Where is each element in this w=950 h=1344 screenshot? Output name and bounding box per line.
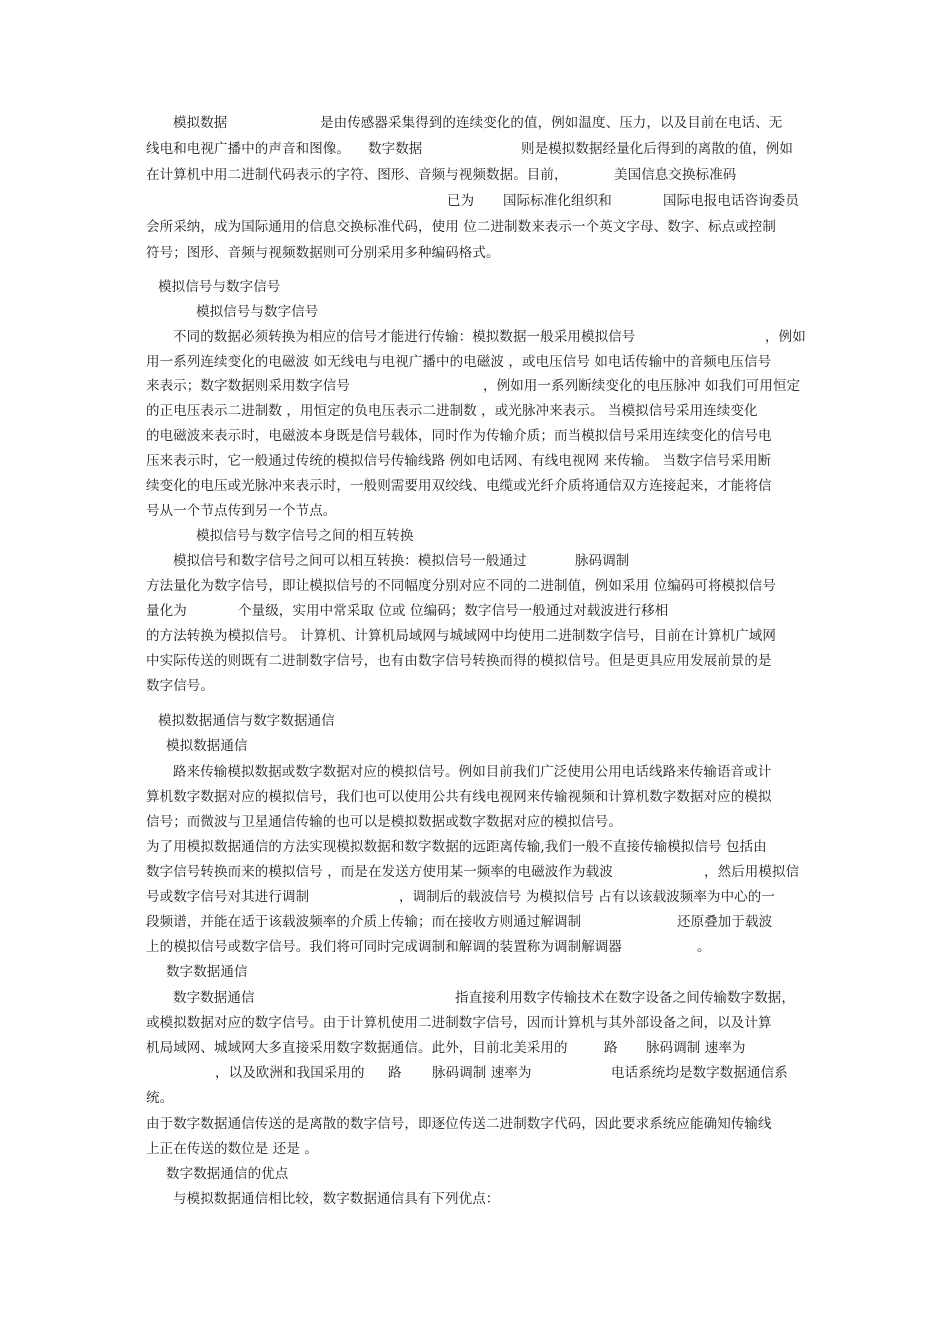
- text-segment: ，以及欧洲和我国采用的: [215, 1065, 365, 1081]
- text-segment: 中实际传送的则既有二进制数字信号，也有由数字信号转换而得的模拟信号。但是更具应用发展前景的是: [146, 653, 772, 669]
- text-segment: 模拟数据通信与数字数据通信: [158, 713, 335, 729]
- text-segment: 模拟信号与数字信号: [158, 279, 281, 295]
- text-segment: 路: [604, 1040, 618, 1056]
- text-segment: 算机数字数据对应的模拟信号，我们也可以使用公共有线电视网来传输视频和计算机数字数据对应的模拟: [146, 789, 772, 805]
- text-segment: 已为: [447, 193, 475, 209]
- text-segment: 线电和电视广播中的声音和图像。: [146, 141, 350, 157]
- text-segment: 模拟数据通信: [166, 738, 248, 754]
- text-segment: 号或数字信号对其进行调制: [146, 889, 310, 905]
- text-segment: 数字信号转换而来的模拟信号 ，而是在发送方使用某一频率的电磁波作为载波: [146, 864, 613, 880]
- text-segment: 国际标准化组织和: [503, 193, 612, 209]
- text-segment: 上正在传送的数位是 还是 。: [146, 1141, 318, 1157]
- text-segment: 。: [697, 939, 711, 955]
- text-segment: 脉码调制 速率为: [646, 1040, 746, 1056]
- text-segment: 路来传输模拟数据或数字数据对应的模拟信号。例如目前我们广泛使用公用电话线路来传输语音或计: [173, 764, 772, 780]
- text-segment: 号从一个节点传到另一个节点。: [146, 503, 337, 519]
- text-segment: 模拟信号与数字信号之间的相互转换: [196, 528, 414, 544]
- text-segment: 脉码调制: [575, 553, 630, 569]
- text-segment: 则是模拟数据经量化后得到的离散的值，例如: [521, 141, 793, 157]
- text-segment: 是由传感器采集得到的连续变化的值，例如温度、压力，以及目前在电话、无: [320, 115, 783, 131]
- text-segment: 段频谱，并能在适于该载波频率的介质上传输；而在接收方则通过解调制: [146, 914, 582, 930]
- text-segment: 压来表示时，它一般通过传统的模拟信号传输线路 例如电话网、有线电视网 来传输。 当数字信号采用断: [146, 453, 772, 469]
- text-segment: 统。: [146, 1090, 174, 1106]
- text-segment: 的方法转换为模拟信号。 计算机、计算机局域网与城域网中均使用二进制数字信号，目前在计算机广域网: [146, 628, 776, 644]
- text-segment: 脉码调制 速率为: [432, 1065, 532, 1081]
- text-segment: 数字数据通信的优点: [166, 1166, 289, 1182]
- text-segment: 信号；而微波与卫星通信传输的也可以是模拟数据或数字数据对应的模拟信号。: [146, 814, 622, 830]
- text-segment: ，例如用一系列断续变化的电压脉冲 如我们可用恒定: [483, 378, 801, 394]
- text-segment: 的电磁波来表示时，电磁波本身既是信号载体，同时作为传输介质；而当模拟信号采用连续变化的信号电: [146, 428, 772, 444]
- text-segment: 符号；图形、音频与视频数据则可分别采用多种编码格式。: [146, 245, 500, 261]
- text-segment: 个量级，实用中常采取 位或 位编码；数字信号一般通过对载波进行移相: [238, 603, 669, 619]
- text-segment: 量化为: [146, 603, 187, 619]
- text-segment: 电话系统均是数字数据通信系: [611, 1065, 788, 1081]
- text-segment: 数字信号。: [146, 678, 214, 694]
- text-segment: 与模拟数据通信相比较，数字数据通信具有下列优点：: [173, 1191, 500, 1207]
- text-segment: ，例如: [765, 329, 806, 345]
- text-segment: 还原叠加于载波: [677, 914, 773, 930]
- text-segment: 指直接利用数字传输技术在数字设备之间传输数字数据，: [455, 990, 795, 1006]
- text-segment: 机局域网、城域网大多直接采用数字数据通信。此外，目前北美采用的: [146, 1040, 568, 1056]
- text-segment: 不同的数据必须转换为相应的信号才能进行传输：模拟数据一般采用模拟信号: [173, 329, 636, 345]
- text-segment: ，调制后的载波信号 为模拟信号 占有以该载波频率为中心的一: [399, 889, 775, 905]
- text-segment: 续变化的电压或光脉冲来表示时，一般则需要用双绞线、电缆或光纤介质将通信双方连接起来，才能将信: [146, 478, 772, 494]
- text-segment: 在计算机中用二进制代码表示的字符、图形、音频与视频数据。目前，: [146, 167, 568, 183]
- text-segment: 数字数据: [368, 141, 423, 157]
- text-segment: 来表示；数字数据则采用数字信号: [146, 378, 350, 394]
- text-segment: 模拟数据: [173, 115, 228, 131]
- text-segment: 或模拟数据对应的数字信号。由于计算机使用二进制数字信号，因而计算机与其外部设备之间，以及计算: [146, 1015, 772, 1031]
- text-segment: 数字数据通信: [173, 990, 255, 1006]
- text-segment: 由于数字数据通信传送的是离散的数字信号，即逐位传送二进制数字代码，因此要求系统应能确知传输线: [146, 1116, 772, 1132]
- text-segment: 上的模拟信号或数字信号。我们将可同时完成调制和解调的装置称为调制解调器: [146, 939, 622, 955]
- text-segment: 模拟信号与数字信号: [196, 304, 319, 320]
- text-segment: 美国信息交换标准码: [614, 167, 737, 183]
- text-segment: 模拟信号和数字信号之间可以相互转换：模拟信号一般通过: [173, 553, 527, 569]
- text-segment: 数字数据通信: [166, 964, 248, 980]
- text-segment: 为了用模拟数据通信的方法实现模拟数据和数字数据的远距离传输,我们一般不直接传输模拟信号 包括由: [146, 839, 767, 855]
- text-segment: 的正电压表示二进制数 ，用恒定的负电压表示二进制数 ，或光脉冲来表示。 当模拟信号采用连续变化: [146, 403, 758, 419]
- text-segment: 会所采纳，成为国际通用的信息交换标准代码，使用 位二进制数来表示一个英文字母、数字、标点或控制: [146, 219, 776, 235]
- text-segment: 路: [388, 1065, 402, 1081]
- text-segment: ，然后用模拟信: [704, 864, 800, 880]
- text-segment: 国际电报电话咨询委员: [663, 193, 799, 209]
- text-segment: 方法量化为数字信号，即让模拟信号的不同幅度分别对应不同的二进制值，例如采用 位编码可将模拟信号: [146, 578, 776, 594]
- text-segment: 用一系列连续变化的电磁波 如无线电与电视广播中的电磁波 ，或电压信号 如电话传输中的音频电压信号: [146, 354, 772, 370]
